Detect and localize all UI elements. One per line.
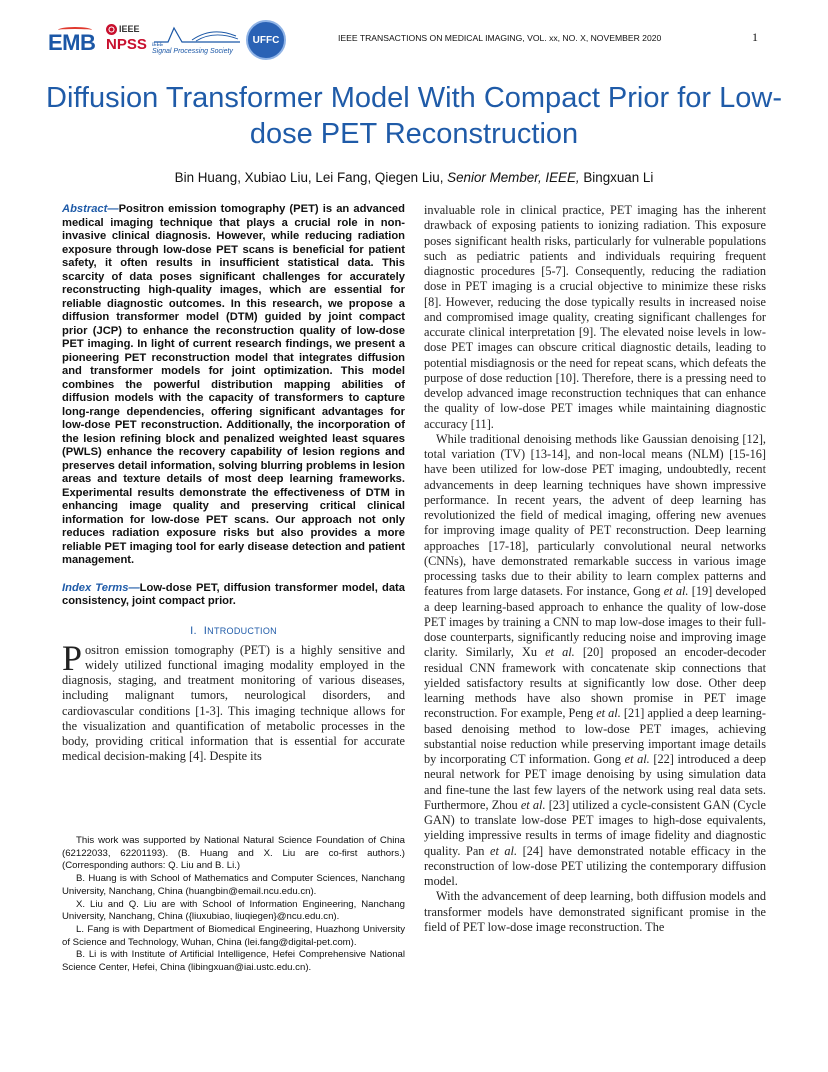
etal-xu: et al. xyxy=(545,645,575,660)
etal-gong-2: et al. xyxy=(624,752,650,766)
right-column xyxy=(424,203,766,935)
etal-gong: et al. xyxy=(663,584,689,599)
abstract-label: Abstract— xyxy=(62,203,119,215)
p2-part-e: [22] introduced a deep neural network for PET image denoising by using simulation data and fine-tune the last few layers of the network using real data sets. Furthermore, Zhou xyxy=(424,752,766,812)
author-role: Senior Member, IEEE, xyxy=(447,170,580,185)
index-terms-text: Low-dose PET, diffusion transformer model, data consistency, joint compact prior. xyxy=(62,581,405,607)
right-paragraph-2 xyxy=(424,432,766,890)
footnote-fang: L. Fang is with Department of Biomedical Engineering, Huazhong University of Science and Technology, Wuhan, China (lei.fang@digital-pet.com). xyxy=(62,923,405,948)
abstract xyxy=(62,203,405,568)
sps-ieee-label: IEEE xyxy=(152,42,164,48)
paper-title: Diffusion Transformer Model With Compact Prior for Low-dose PET Reconstruction xyxy=(46,82,782,150)
logo-strip xyxy=(48,20,338,64)
left-column xyxy=(62,203,405,765)
right-paragraph-3: With the advancement of deep learning, both diffusion models and transformer models have demonstrated significant promise in the field of PET low-dose image reconstruction. The xyxy=(424,889,766,934)
drop-cap: P xyxy=(62,637,83,678)
etal-zhou: et al. xyxy=(520,797,546,812)
author-list xyxy=(40,170,788,185)
section-numeral: I. xyxy=(190,624,197,637)
section-heading-introduction xyxy=(62,625,405,637)
uffc-logo: UFFC xyxy=(246,20,286,60)
footnote-funding: This work was supported by National Natural Science Foundation of China (62122033, 62201193). (B. Huang and X. Liu are co-first authors.) (Corresponding authors: Q. Liu and B. Li.) xyxy=(62,835,405,872)
p2-part-c: [20] proposed an encoder-decoder residual CNN framework with concatenate skip connections that yielded satisfactory results at significantly low dose. Other deep learning methods have also shown promise in PET image reconstruction. For example, Peng xyxy=(424,645,766,721)
footnote-li: B. Li is with Institute of Artificial Intelligence, Hefei Comprehensive National Science Center, Hefei, China (libingxuan@iai.ustc.edu.cn). xyxy=(62,949,405,974)
sps-label: Signal Processing Society xyxy=(152,48,233,55)
abstract-text: Positron emission tomography (PET) is an advanced medical imaging technique that plays a crucial role in non-invasive clinical diagnosis. However, while reducing radiation exposure through low-dose PET scans is beneficial for patient safety, it often results in insufficient statistical data. This scarcity of data poses significant challenges for accurately reconstructing high-quality images, which are essential for reliable diagnostic outcomes. In this research, we propose a diffusion transformer model (DTM) guided by joint compact prior (JCP) to enhance the reconstruction quality of low-dose PET imaging. In light of current research findings, we present a pioneering PET reconstruction model that integrates diffusion and transformer models for joint optimization. This model combines the powerful distribution mapping abilities of diffusion models with the capacity of transformers to capture long-range dependencies, offering significant advantages for low-dose PET reconstruction. Additionally, the incorporation of the lesion refining block and penalized weighted least squares (PWLS) enhance the recovery capability of lesion regions and preserves detail information, solving blurring problems in lesion areas and texture details of most deep learning frameworks. Experimental results demonstrate the effectiveness of DTM in enhancing image quality and preserving critical clinical information for low-dose PET scans. Our approach not only reduces radiation exposure risks but also provides a more reliable PET imaging tool for early disease detection and patient management. xyxy=(62,203,405,566)
etal-pan: et al. xyxy=(489,843,518,858)
index-terms xyxy=(62,582,405,609)
section-first-letter: I xyxy=(203,624,208,637)
npss-ieee-label: IEEE xyxy=(119,24,140,34)
running-head: IEEE TRANSACTIONS ON MEDICAL IMAGING, VOL. xx, NO. X, NOVEMBER 2020 xyxy=(338,33,662,43)
ieee-star-icon xyxy=(106,24,117,35)
p2-part-g: [24] have demonstrated notable efficacy in the reconstruction of low-dose PET utilizing the contemporary diffusion model. xyxy=(424,843,766,888)
p2-part-d: [21] applied a deep learning-based denoising method to low-dose PET images, achieving substantial noise reduction while preserving important image details by incorporating CT information. Gong xyxy=(424,706,766,766)
footnotes xyxy=(62,835,405,975)
authors-part-2: Bingxuan Li xyxy=(579,170,654,185)
intro-text: ositron emission tomography (PET) is a highly sensitive and widely utilized functional imaging modality employed in the diagnosis, staging, and treatment monitoring of various diseases, including malignant tumors, neurological disorders, and cardiovascular conditions [1-3]. This imaging technique allows for the visualization and quantification of metabolic processes in the body, providing critical information that is essential for accurate medical decision-making [4]. Despite its xyxy=(62,642,405,764)
page-header xyxy=(48,20,768,64)
etal-peng: et al. xyxy=(596,706,621,721)
section-title-rest: NTRODUCTION xyxy=(207,625,277,636)
page-number: 1 xyxy=(752,30,758,44)
p2-part-f: [23] utilized a cycle-consistent GAN (Cycle GAN) to translate low-dose PET images to high-dose equivalents, yielding impressive results in terms of image fidelity and diagnostic quality. Pan xyxy=(424,797,766,858)
authors-part-1: Bin Huang, Xubiao Liu, Lei Fang, Qiegen Liu, xyxy=(174,170,448,185)
sps-logo xyxy=(152,24,240,60)
p2-part-a: While traditional denoising methods like Gaussian denoising [12], total variation (TV) [13-14], and non-local means (NLM) [15-16] have been utilized for low-dose PET imaging, undoubtedly, recent advancements in deep learning techniques have shown impressive performance. In recent years, the advent of deep learning has revolutionized the field of medical imaging, offering new avenues for improving image quality of PET reconstruction. Deep learning approaches [17-18], particularly convolutional neural networks (CNNs), have demonstrated remarkable success in various image processing tasks due to their ability to learn complex patterns and features from large datasets. For instance, Gong xyxy=(424,431,766,599)
p2-part-b: [19] developed a deep learning-based approach to enhance the quality of low-dose PET images by training a CNN to map low-dose images to their full-dose counterparts, significantly reducing noise and improving image clarity. Similarly, Xu xyxy=(424,584,766,660)
emb-logo: EMB xyxy=(48,30,96,55)
emb-swirl-icon xyxy=(58,27,92,33)
intro-paragraph xyxy=(62,637,405,765)
right-paragraph-1: invaluable role in clinical practice, PET imaging has the inherent drawback of exposing patients to ionizing radiation. This exposure poses significant health risks, particularly for vulnerable populations such as pediatric patients and individuals requiring frequent diagnostic procedures [5-7]. Consequently, reducing the radiation dose in PET imaging is a crucial objective to minimize these risks [8]. However, reducing the dose typically results in increased noise and compromised image quality, creating significant challenges for accurate clinical interpretation [9]. The elevated noise levels in low-dose PET images can obscure critical diagnostic details, leading to potential misdiagnosis or the need for repeat scans, which defeats the purpose of dose reduction [10]. Therefore, there is a pressing need to develop advanced image reconstruction techniques that can enhance the quality of low-dose PET images while maintaining diagnostic accuracy [11]. xyxy=(424,203,766,431)
footnote-liu: X. Liu and Q. Liu are with School of Information Engineering, Nanchang University, Nanchang, China ({liuxubiao, liuqiegen}@ncu.edu.cn). xyxy=(62,898,405,923)
sps-wave-icon xyxy=(152,24,240,44)
npss-label: NPSS xyxy=(106,36,147,53)
footnote-huang: B. Huang is with School of Mathematics and Computer Sciences, Nanchang University, Nanchang, China (huangbin@email.ncu.edu.cn). xyxy=(62,873,405,897)
index-terms-label: Index Terms— xyxy=(62,581,140,594)
